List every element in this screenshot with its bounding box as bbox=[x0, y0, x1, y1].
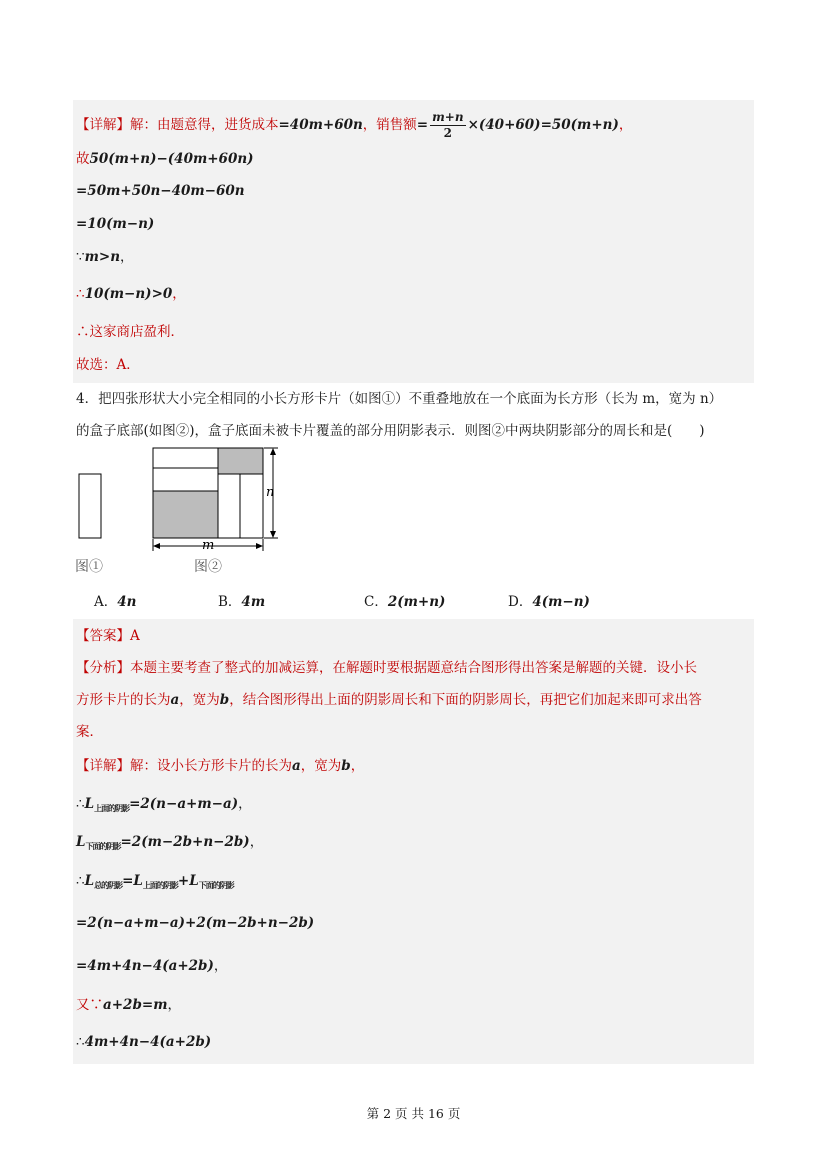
dimension-m bbox=[153, 538, 263, 553]
option-b[interactable]: B．4m bbox=[218, 594, 266, 610]
detail-line-1: 【详解】解：由题意得，进货成本=40m+60n，销售额= $\frac{m+n}{2}$ ×(40+60)=50(m+n)， bbox=[76, 110, 633, 140]
detail2-line-8: ∴4m+4n−4(a+2b) bbox=[76, 1034, 212, 1050]
figure-2-label: 图② bbox=[194, 559, 222, 575]
option-d[interactable]: D．4(m−n) bbox=[508, 594, 590, 610]
detail-line-4: =10(m−n) bbox=[76, 216, 155, 232]
answer-line: 【答案】A bbox=[76, 628, 140, 644]
detail-line-8: 故选：A． bbox=[76, 357, 140, 373]
detail2-line-2: $\therefore L_{上面的阴影}=2(n-a+m-a)$， bbox=[76, 796, 252, 813]
analysis-line-2: 方形卡片的长为a，宽为b，结合图形得出上面的阴影周长和下面的阴影周长，再把它们加起来即可求出答 bbox=[76, 692, 702, 708]
bottom-shaded-region bbox=[153, 491, 218, 538]
question-line-2: 的盒子底部(如图②)，盒子底面未被卡片覆盖的部分用阴影表示．则图②中两块阴影部分的周长和是( ) bbox=[76, 423, 705, 439]
detail2-line-4: $\therefore L_{总的阴影}=L_{上面的阴影}+L_{下面的阴影}$ bbox=[76, 873, 234, 890]
detail2-line-7: 又∵a+2b=m， bbox=[76, 997, 181, 1013]
page-number-footer: 第 2 页 共 16 页 bbox=[366, 1106, 461, 1121]
detail2-line-5: =2(n−a+m−a)+2(m−2b+n−2b) bbox=[76, 915, 315, 931]
option-c[interactable]: C．2(m+n) bbox=[364, 594, 446, 610]
svg-text:n: n bbox=[266, 485, 275, 500]
detail2-line-6: =4m+4n−4(a+2b)， bbox=[76, 958, 228, 974]
detail2-line-1: 【详解】解：设小长方形卡片的长为a，宽为b， bbox=[76, 758, 365, 774]
analysis-line-1: 【分析】本题主要考查了整式的加减运算，在解题时要根据题意结合图形得出答案是解题的关键．设小长 bbox=[76, 660, 697, 676]
box-figure bbox=[153, 448, 263, 538]
option-a[interactable]: A．4n bbox=[94, 594, 137, 610]
card-rectangle bbox=[79, 474, 101, 538]
figure-1-label: 图① bbox=[75, 559, 103, 575]
top-shaded-region bbox=[218, 448, 263, 474]
analysis-line-3: 案． bbox=[76, 724, 103, 740]
detail-line-6: ∴10(m−n)>0， bbox=[76, 286, 186, 302]
detail-line-5: ∵m>n， bbox=[76, 249, 134, 265]
svg-text:m: m bbox=[202, 538, 215, 553]
question-figure bbox=[70, 444, 300, 579]
dimension-n bbox=[264, 448, 278, 538]
detail-line-7: ∴这家商店盈利． bbox=[76, 324, 184, 340]
detail-line-3: =50m+50n−40m−60n bbox=[76, 183, 245, 199]
question-line-1: 4．把四张形状大小完全相同的小长方形卡片（如图①）不重叠地放在一个底面为长方形（长为 m，宽为 n） bbox=[76, 391, 723, 407]
detail2-line-3: $L_{下面的阴影}=2(m-2b+n-2b)$， bbox=[76, 834, 264, 851]
detail-line-2: 故50(m+n)−(40m+60n) bbox=[76, 151, 254, 167]
fraction: $\frac{m+n}{2}$ bbox=[432, 110, 464, 140]
